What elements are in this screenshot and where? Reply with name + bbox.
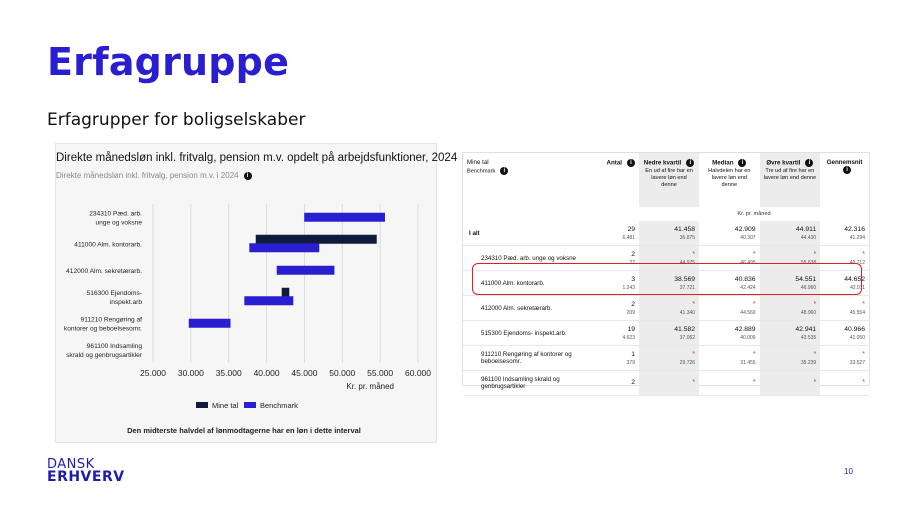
cell-value-mine: * (813, 350, 817, 358)
cell-value-mine: * (813, 378, 817, 386)
bar-benchmark (189, 319, 231, 328)
cell-value-mine: 41.458 (674, 225, 696, 233)
logo-line1: DANSK (47, 457, 95, 472)
bar-benchmark (277, 266, 335, 275)
header-median-label: Median (712, 159, 734, 167)
category-label: 961100 Indsamling (86, 342, 142, 350)
info-icon[interactable]: i (738, 159, 746, 167)
table-cell (760, 321, 821, 346)
cell-value-benchmark: 6.481 (622, 234, 635, 241)
cell-value-mine: 44.652 (844, 275, 865, 283)
cell-value-benchmark: 42.011 (850, 284, 865, 291)
table-cell (699, 296, 760, 321)
cell-value-mine: 54.551 (795, 275, 817, 283)
row-label: 515300 Ejendoms- inspekt.arb. (463, 321, 593, 346)
table-cell (639, 296, 699, 321)
table-cell (760, 296, 821, 321)
legend-label-mine-tal: Mine tal (212, 401, 239, 410)
cell-value-mine: 29 (627, 225, 635, 233)
header-gennemsnit (820, 153, 869, 207)
cell-value-benchmark: 37.721 (679, 284, 696, 291)
cell-value-mine: 40.966 (844, 325, 865, 333)
table-cell (820, 346, 869, 371)
cell-value-benchmark: 46.495 (740, 259, 756, 266)
chart-panel (55, 143, 458, 443)
category-label: inspekt.arb (109, 298, 142, 306)
cell-value-benchmark: 42.424 (740, 284, 756, 291)
cell-value-mine: 42.316 (844, 225, 865, 233)
chart-subtitle-text: Direkte månedsløn inkl. fritvalg, pension m.v. i 2024 (56, 171, 239, 180)
header-gennemsnit-label: Gennemsnit (826, 159, 863, 166)
cell-value-benchmark: 41.340 (679, 309, 696, 316)
header-antal (593, 153, 639, 207)
cell-value-mine: * (813, 300, 817, 308)
table-cell (593, 346, 639, 371)
header-ovre-sub: Tre ud af fire har en lavere løn end denne (763, 168, 817, 181)
x-tick-label: 30.000 (177, 368, 204, 378)
table-cell (639, 321, 699, 346)
cell-value-benchmark: 379 (626, 359, 635, 366)
category-label: skrald og genbrugsartikler (66, 351, 142, 359)
table-cell (820, 371, 869, 396)
slide-subtitle: Erfagrupper for boligselskaber (47, 110, 306, 130)
cell-value-mine: 38.569 (674, 275, 696, 283)
cell-value-benchmark: 1.243 (622, 284, 635, 291)
row-label: 961100 Indsamling skrald og genbrugsartikler (463, 371, 593, 396)
unit-spacer (593, 207, 639, 221)
info-icon[interactable]: i (244, 172, 252, 180)
chart-footnote: Den midterste halvdel af lønmodtagerne har en løn i dette interval (127, 426, 361, 435)
header-nedre (639, 153, 699, 207)
cell-value-mine: 2 (631, 250, 635, 258)
header-mine-tal-label: Mine tal (467, 159, 489, 166)
table-cell (593, 221, 639, 246)
bar-benchmark (244, 296, 293, 305)
cell-value-mine: 40.836 (734, 275, 756, 283)
bar-mine-tal (282, 288, 290, 297)
table-cell (699, 221, 760, 246)
cell-value-mine: 3 (631, 275, 635, 283)
cell-value-benchmark: 49.712 (849, 259, 865, 266)
cell-value-mine: 42.909 (734, 225, 756, 233)
cell-value-mine: 44.911 (795, 225, 817, 233)
cell-value-benchmark: 44.430 (800, 234, 817, 241)
info-icon[interactable]: i (500, 167, 508, 175)
cell-value-mine: 1 (631, 350, 635, 358)
table-cell (820, 221, 869, 246)
cell-value-benchmark: 4.623 (622, 334, 635, 341)
table-cell (699, 321, 760, 346)
table-row (463, 221, 869, 246)
header-ovre-label: Øvre kvartil (766, 159, 801, 167)
page-number: 10 (844, 467, 853, 476)
cell-value-benchmark: 29.726 (679, 359, 696, 366)
cell-value-benchmark: 44.569 (740, 309, 756, 316)
row-label: 411000 Alm. kontorarb. (463, 271, 593, 296)
table-cell (760, 346, 821, 371)
cell-value-mine: * (862, 250, 865, 258)
x-tick-label: 50.000 (329, 368, 356, 378)
table-cell (593, 321, 639, 346)
row-label: 911210 Rengøring af kontorer og beboelsesomr. (463, 346, 593, 371)
legend-label-benchmark: Benchmark (260, 401, 298, 410)
cell-value-benchmark: 35.239 (800, 359, 817, 366)
header-nedre-sub: En ud af fire har en lavere løn end denne (645, 168, 693, 188)
x-tick-label: 25.000 (140, 368, 166, 378)
chart-svg (56, 144, 436, 442)
category-label: 234310 Pæd. arb. (89, 210, 142, 218)
unit-row (463, 207, 869, 221)
row-label: 412000 Alm. sekretærarb. (463, 296, 593, 321)
cell-value-mine: * (862, 300, 865, 308)
table-cell (760, 221, 821, 246)
bar-mine-tal (256, 235, 377, 244)
x-tick-label: 45.000 (291, 368, 318, 378)
header-ovre (760, 153, 821, 207)
cell-value-mine: * (752, 250, 756, 258)
cell-value-mine: * (692, 378, 696, 386)
table-row (463, 371, 869, 396)
info-icon[interactable]: i (843, 166, 851, 174)
cell-value-benchmark: 55.638 (800, 259, 817, 266)
legend-swatch-benchmark (244, 402, 256, 408)
x-axis-label: Kr. pr. måned (346, 382, 394, 391)
cell-value-benchmark: 31.455 (740, 359, 756, 366)
header-benchmark-label: Benchmark (467, 168, 496, 175)
cell-value-benchmark: 33.527 (849, 359, 865, 366)
cell-value-benchmark: 45.554 (849, 309, 865, 316)
header-mine-tal (463, 153, 593, 207)
row-label: 234310 Pæd. arb. unge og voksne (463, 246, 593, 271)
cell-value-benchmark: 27 (629, 259, 635, 266)
unit-label: Kr. pr. måned (737, 211, 771, 217)
cell-value-mine: * (862, 350, 865, 358)
cell-value-mine: * (752, 300, 756, 308)
cell-value-benchmark: 48.960 (800, 309, 817, 316)
table-cell (639, 371, 699, 396)
cell-value-benchmark: 46.960 (800, 284, 817, 291)
cell-value-benchmark: 209 (626, 309, 635, 316)
table-row (463, 346, 869, 371)
cell-value-mine: * (752, 378, 756, 386)
cell-value-mine: * (862, 378, 865, 386)
logo-line2: ERHVERV (47, 469, 125, 485)
header-nedre-label: Nedre kvartil (643, 159, 682, 167)
cell-value-benchmark: 40.307 (740, 234, 756, 241)
cell-value-mine: 2 (631, 300, 635, 308)
x-tick-label: 55.000 (367, 368, 394, 378)
x-tick-label: 35.000 (215, 368, 242, 378)
cell-value-mine: * (752, 350, 756, 358)
info-icon[interactable]: i (805, 159, 813, 167)
x-tick-label: 60.000 (405, 368, 431, 378)
cell-value-mine: * (692, 300, 696, 308)
header-median (699, 153, 760, 207)
table-row (463, 321, 869, 346)
bar-benchmark (304, 213, 385, 222)
cell-value-benchmark: 36.875 (679, 234, 696, 241)
table-row (463, 296, 869, 321)
table-cell (639, 346, 699, 371)
cell-value-benchmark: 40.009 (740, 334, 756, 341)
cell-value-benchmark: 37.062 (679, 334, 696, 341)
table-cell (639, 221, 699, 246)
cell-value-benchmark: 43.535 (800, 334, 817, 341)
cell-value-benchmark: 41.050 (849, 334, 865, 341)
table-cell (593, 296, 639, 321)
table-cell (760, 371, 821, 396)
slide-title: Erfagruppe (47, 40, 290, 84)
table-cell (699, 346, 760, 371)
cell-value-mine: * (692, 350, 696, 358)
cell-value-mine: 42.941 (795, 325, 817, 333)
category-label: kontorer og beboelsesomr. (63, 325, 142, 333)
table-body (463, 207, 869, 396)
category-label: unge og voksne (95, 219, 142, 227)
info-icon[interactable]: i (686, 159, 694, 167)
chart-title: Direkte månedsløn inkl. fritvalg, pension m.v. opdelt på arbejdsfunktioner, 2024 (56, 152, 458, 164)
row-label: I alt (463, 221, 593, 246)
unit-spacer (463, 207, 593, 221)
cell-value-mine: 19 (627, 325, 635, 333)
header-median-sub: Halvdelen har en lavere løn end denne (708, 168, 751, 188)
table-cell (699, 371, 760, 396)
table-cell (593, 371, 639, 396)
highlight-box (472, 263, 862, 295)
cell-value-mine: 42.889 (734, 325, 756, 333)
legend-swatch-mine-tal (196, 402, 208, 408)
cell-value-mine: * (692, 250, 696, 258)
category-label: 412000 Alm. sekretærarb. (66, 267, 142, 275)
table-cell (820, 321, 869, 346)
cell-value-benchmark: 44.975 (679, 259, 696, 266)
table-cell (820, 296, 869, 321)
info-icon[interactable]: i (627, 159, 635, 167)
bar-benchmark (249, 243, 319, 252)
logo (47, 458, 125, 484)
category-label: 516300 Ejendoms- (86, 289, 142, 297)
cell-value-mine: 41.582 (674, 325, 696, 333)
cell-value-benchmark: 41.294 (849, 234, 865, 241)
header-antal-label: Antal (606, 159, 622, 167)
header-benchmark (467, 167, 589, 175)
cell-value-mine: 2 (631, 378, 635, 386)
category-label: 411000 Alm. kontorarb. (74, 241, 142, 249)
x-tick-label: 40.000 (253, 368, 280, 378)
category-label: 911210 Rengøring af (80, 316, 142, 324)
cell-value-mine: * (813, 250, 817, 258)
